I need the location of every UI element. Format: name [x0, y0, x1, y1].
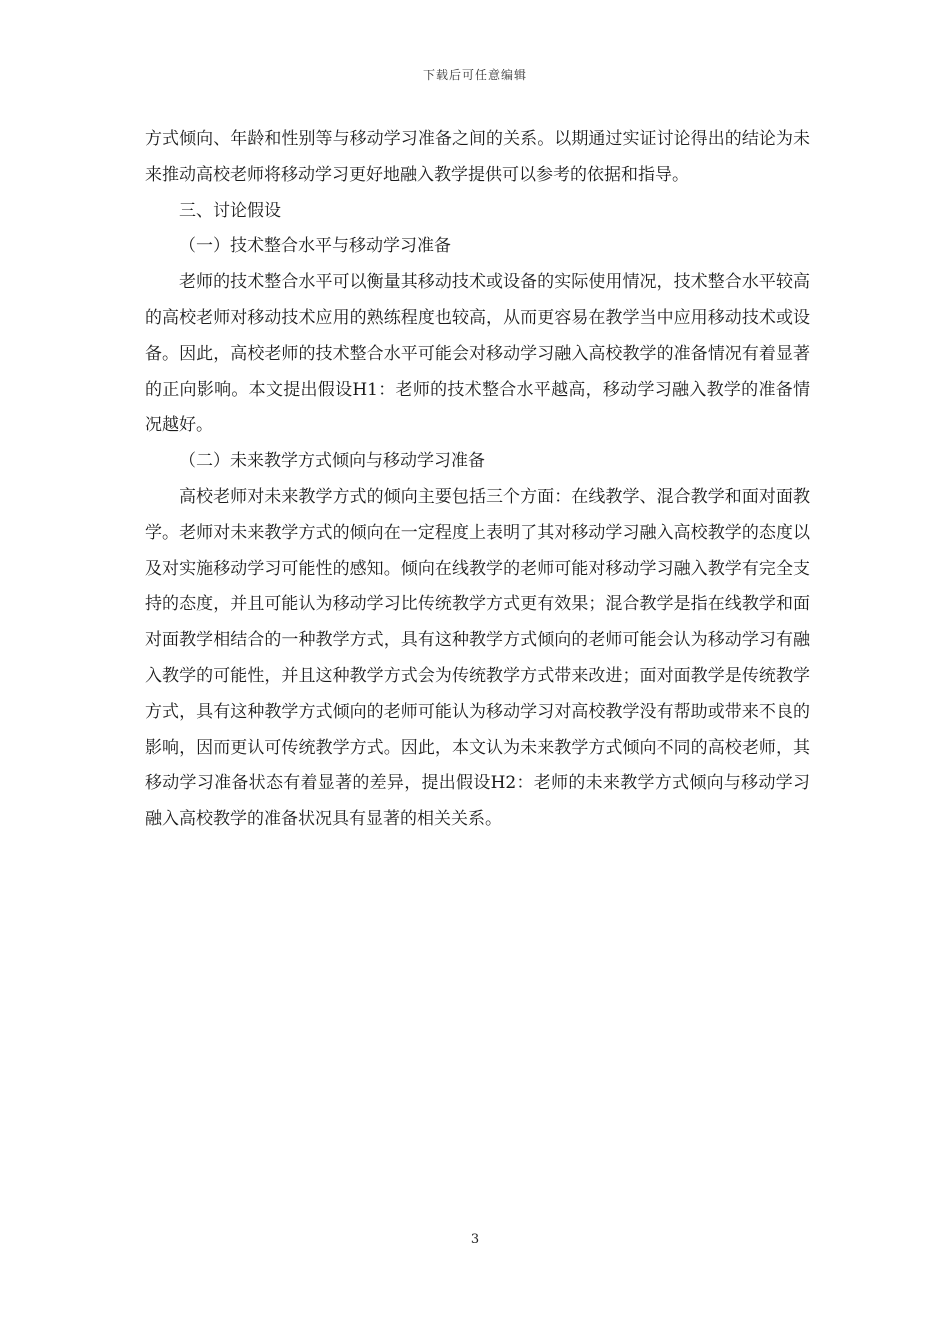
page-number: 3 [470, 1232, 480, 1247]
paragraph-hypothesis-h1: 老师的技术整合水平可以衡量其移动技术或设备的实际使用情况，技术整合水平较高的高校老师对移动技术应用的熟练程度也较高，从而更容易在教学当中应用移动技术或设备。因此，高校老师的技术整合水平可能会对移动学习融入高校教学的准备情况有着显著的正向影响。本文提出假设H1：老师的技术整合水平越高，移动学习融入教学的准备情况越好。 [145, 272, 810, 436]
subsection-heading-2: （二）未来教学方式倾向与移动学习准备 [179, 451, 485, 472]
paragraph-hypothesis-h2: 高校老师对未来教学方式的倾向主要包括三个方面：在线教学、混合教学和面对面教学。老师对未来教学方式的倾向在一定程度上表明了其对移动学习融入高校教学的态度以及对实施移动学习可能性的感知。倾向在线教学的老师可能对移动学习融入教学有完全支持的态度，并且可能认为移动学习比传统教学方式更有效果；混合教学是指在线教学和面对面教学相结合的一种教学方式，具有这种教学方式倾向的老师可能会认为移动学习有融入教学的可能性，并且这种教学方式会为传统教学方式带来改进；面对面教学是传统教学方式，具有这种教学方式倾向的老师可能认为移动学习对高校教学没有帮助或带来不良的影响，因而更认可传统教学方式。因此，本文认为未来教学方式倾向不同的高校老师，其移动学习准备状态有着显著的差异，提出假设H2：老师的未来教学方式倾向与移动学习融入高校教学的准备状况具有显著的相关关系。 [145, 486, 810, 830]
page-header-note: 下载后可任意编辑 [422, 68, 527, 82]
subsection-heading-1: （一）技术整合水平与移动学习准备 [179, 236, 451, 257]
paragraph-continuation: 方式倾向、年龄和性别等与移动学习准备之间的关系。以期通过实证讨论得出的结论为未来推动高校老师将移动学习更好地融入教学提供可以参考的依据和指导。 [145, 129, 810, 185]
section-heading-3: 三、讨论假设 [179, 200, 281, 221]
document-body [145, 122, 810, 838]
